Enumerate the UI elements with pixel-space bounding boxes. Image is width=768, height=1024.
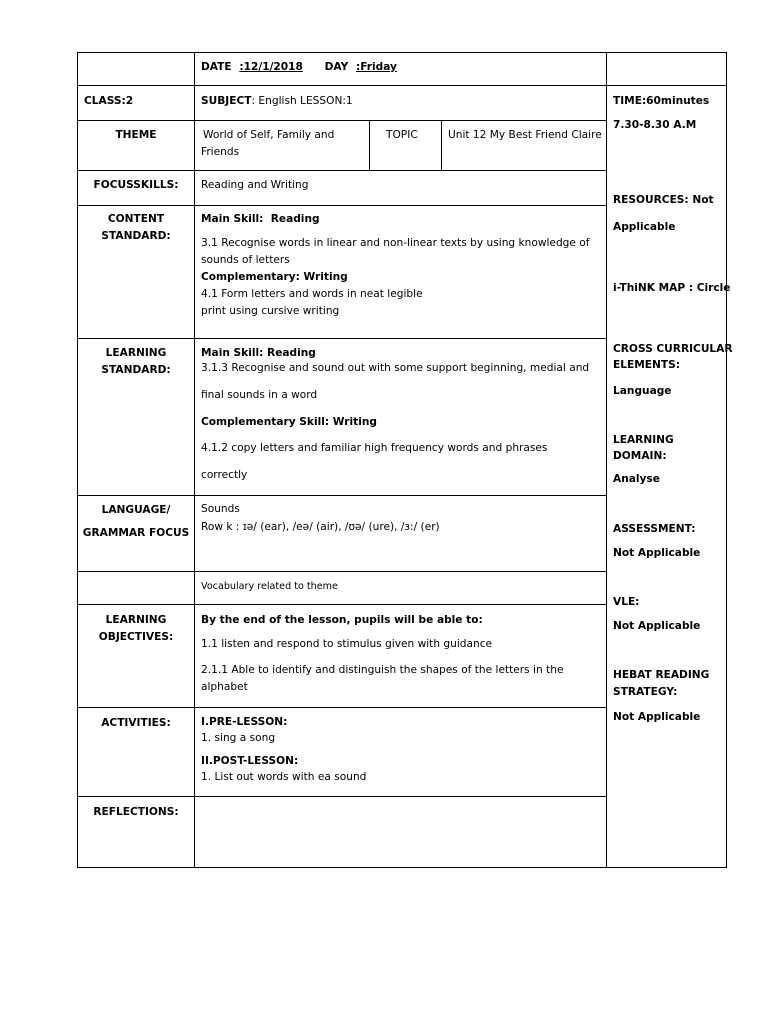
objectives-intro: By the end of the lesson, pupils will be able to: — [201, 614, 483, 626]
vle-value: Not Applicable — [613, 620, 701, 632]
pre-lesson-heading: I.PRE-LESSON: — [201, 716, 288, 728]
hebat-strategy-line1: HEBAT READING — [613, 669, 710, 681]
content-standard-line1: 3.1 Recognise words in linear and non-linear texts by using knowledge of — [201, 237, 590, 249]
day-value: :Friday — [355, 61, 397, 73]
date-value: :12/1/2018 — [239, 61, 303, 73]
row-divider — [77, 571, 607, 572]
divider-topic-left — [369, 120, 370, 170]
hebat-strategy-value: Not Applicable — [613, 711, 701, 723]
objective-2-line2: alphabet — [201, 681, 248, 693]
objectives-label-line1: LEARNING — [105, 614, 167, 626]
objectives-label-line2: OBJECTIVES: — [98, 631, 174, 643]
time-range: 7.30-8.30 A.M — [613, 119, 697, 131]
learning-standard-label-line2: STANDARD: — [101, 364, 171, 376]
learning-standard-line4: correctly — [201, 469, 248, 481]
language-line1: Sounds — [201, 503, 240, 515]
class-label: CLASS:2 — [84, 95, 134, 107]
learning-standard-line3: 4.1.2 copy letters and familiar high frequency words and phrases — [201, 442, 548, 454]
content-complementary: Complementary: Writing — [201, 271, 348, 283]
content-standard-label-line1: CONTENT — [107, 213, 165, 225]
cross-curricular-value: Language — [613, 385, 672, 397]
date-field — [201, 61, 397, 74]
learning-domain-value: Analyse — [613, 473, 660, 485]
content-main-skill-prefix: Main Skill: — [201, 213, 271, 225]
objective-1: 1.1 listen and respond to stimulus given with guidance — [201, 638, 493, 650]
post-lesson-item: 1. List out words with ea sound — [201, 771, 367, 783]
topic-label: TOPIC — [386, 129, 418, 141]
row-divider — [77, 338, 607, 339]
focus-skills-label: FOCUSSKILLS: — [93, 179, 179, 191]
content-main-skill — [201, 213, 320, 226]
assessment-value: Not Applicable — [613, 547, 701, 559]
row-divider — [77, 170, 607, 171]
content-standard-line4: print using cursive writing — [201, 305, 340, 317]
theme-value-line1: World of Self, Family and — [203, 129, 335, 141]
row-divider — [77, 205, 607, 206]
learning-standard-line2: final sounds in a word — [201, 389, 318, 401]
think-map: i-ThiNK MAP : Circle — [613, 282, 731, 294]
vocabulary-value: Vocabulary related to theme — [201, 581, 338, 592]
pre-lesson-item: 1. sing a song — [201, 732, 276, 744]
row-divider — [77, 707, 607, 708]
subject-label: SUBJECT — [201, 95, 252, 107]
vle-label: VLE: — [613, 596, 640, 608]
language-label-line2: GRAMMAR FOCUS — [82, 527, 190, 539]
learning-standard-label-line1: LEARNING — [105, 347, 167, 359]
hebat-strategy-line2: STRATEGY: — [613, 686, 678, 698]
resources-label-line2: Applicable — [613, 221, 676, 233]
theme-value-line2: Friends — [201, 146, 240, 158]
focus-skills-value: Reading and Writing — [201, 179, 309, 191]
time-label: TIME:60minutes — [613, 95, 710, 107]
learning-domain-line2: DOMAIN: — [613, 450, 667, 462]
language-label-line1: LANGUAGE/ — [101, 504, 171, 516]
theme-label: THEME — [115, 129, 157, 141]
row-divider — [77, 85, 727, 86]
assessment-label: ASSESSMENT: — [613, 523, 696, 535]
row-divider — [77, 120, 607, 121]
date-label: DATE — [201, 61, 232, 73]
learning-domain-line1: LEARNING — [613, 434, 674, 446]
learning-complementary: Complementary Skill: Writing — [201, 416, 377, 428]
table-border-top — [77, 52, 727, 53]
cross-curricular-line1: CROSS CURRICULAR — [613, 343, 733, 355]
divider-label-column — [194, 52, 195, 868]
learning-standard-line1: 3.1.3 Recognise and sound out with some support beginning, medial and — [201, 362, 590, 374]
divider-side-column — [606, 52, 607, 868]
table-border-bottom — [77, 867, 727, 868]
subject-value: : English LESSON:1 — [251, 95, 353, 107]
reflections-label: REFLECTIONS: — [93, 806, 179, 818]
activities-label: ACTIVITIES: — [101, 717, 171, 729]
content-standard-line2: sounds of letters — [201, 254, 290, 266]
row-divider — [77, 796, 607, 797]
table-border-right — [726, 52, 727, 868]
cross-curricular-line2: ELEMENTS: — [613, 359, 680, 371]
table-border-left — [77, 52, 78, 868]
day-label: DAY — [324, 61, 349, 73]
post-lesson-heading: II.POST-LESSON: — [201, 755, 299, 767]
objective-2-line1: 2.1.1 Able to identify and distinguish the shapes of the letters in the — [201, 664, 564, 676]
content-standard-line3: 4.1 Form letters and words in neat legible — [201, 288, 423, 300]
resources-label-line1: RESOURCES: Not — [613, 194, 714, 206]
row-divider — [77, 495, 607, 496]
content-main-skill-value: Reading — [270, 213, 320, 225]
learning-main-skill: Main Skill: Reading — [201, 347, 316, 359]
divider-topic-right — [441, 120, 442, 170]
subject-field — [201, 95, 353, 108]
language-line2: Row k : ɪə/ (ear), /eə/ (air), /ʊə/ (ure), /ɜ:/ (er) — [201, 521, 440, 533]
content-standard-label-line2: STANDARD: — [101, 230, 171, 242]
topic-value: Unit 12 My Best Friend Claire — [448, 129, 602, 141]
row-divider — [77, 604, 607, 605]
